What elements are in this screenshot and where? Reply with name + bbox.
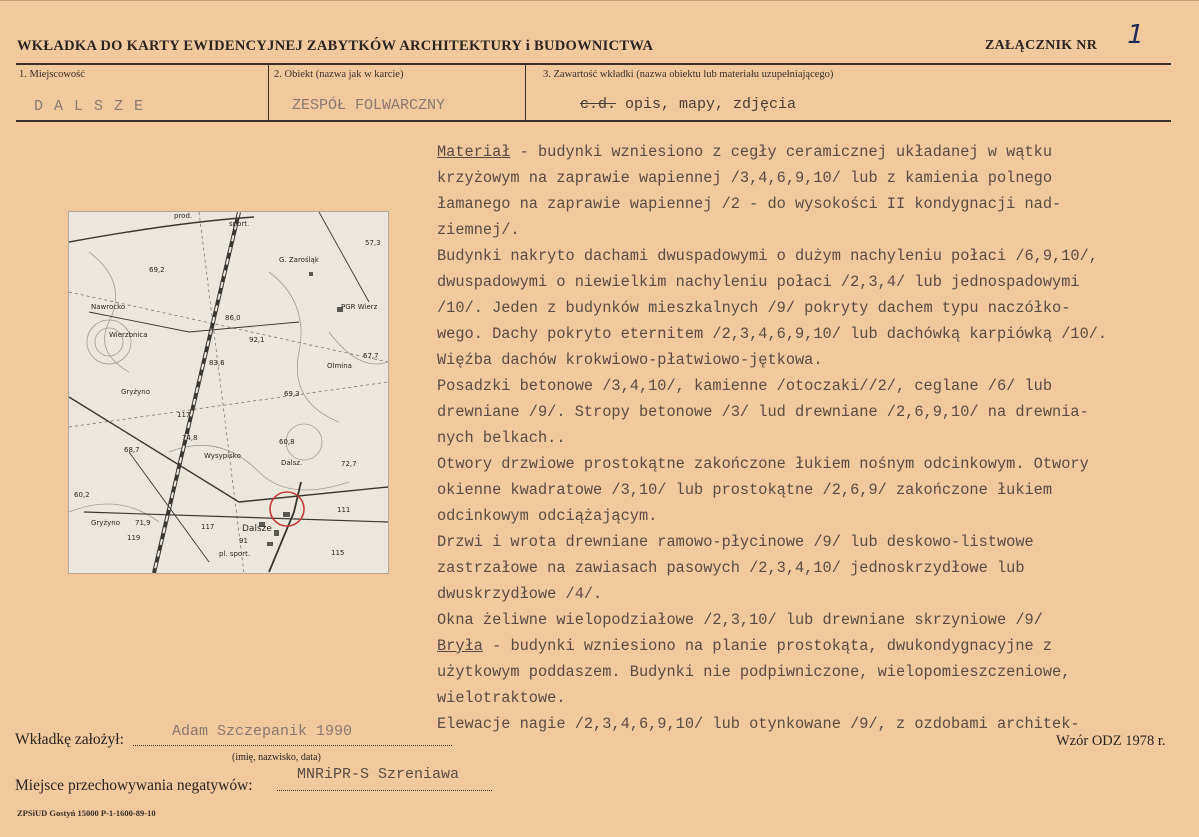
description-line bbox=[437, 191, 1197, 217]
map-label: Wysypisko bbox=[204, 452, 241, 460]
printer-imprint: ZPSiUD Gostyń 15000 P-1-1600-89-10 bbox=[17, 808, 156, 818]
map-label: 68,7 bbox=[124, 446, 140, 454]
description-line-text: krzyżowym na zaprawie wapiennej /3,4,6,9,10/ lub z kamienia polnego bbox=[437, 169, 1053, 187]
description-line-text: - budynki wzniesiono na planie prostokąta, dwukondygnacyjne z bbox=[482, 637, 1053, 655]
description-line-text: odcinkowym odciążającym. bbox=[437, 507, 658, 525]
map-label: 71,9 bbox=[135, 519, 151, 527]
map-label: 117 bbox=[177, 411, 191, 419]
description-line bbox=[437, 347, 1197, 373]
map-label: 67,7 bbox=[363, 352, 379, 360]
description-line-text: - budynki wzniesiono z cegły ceramicznej układanej w wątku bbox=[510, 143, 1053, 161]
section-heading: Materiał bbox=[437, 143, 511, 161]
content-value bbox=[580, 96, 796, 113]
map-label: 74,8 bbox=[182, 434, 198, 442]
description-line bbox=[437, 581, 1197, 607]
map-label: Dalsz. bbox=[281, 459, 303, 467]
object-value: ZESPÓŁ FOLWARCZNY bbox=[292, 97, 446, 114]
description-line-text: wielotraktowe. bbox=[437, 689, 566, 707]
description-line bbox=[437, 451, 1197, 477]
description-line bbox=[437, 269, 1197, 295]
map-label: 117 bbox=[201, 523, 215, 531]
header-rule bbox=[16, 63, 1171, 65]
description-line-text: drewniane /9/. Stropy betonowe /3/ lud drewniane /2,6,9,10/ na drewnia- bbox=[437, 403, 1089, 421]
description-line-text: Więźba dachów krokwiowo-płatwiowo-jętkowa. bbox=[437, 351, 823, 369]
map-label: 69,2 bbox=[149, 266, 165, 274]
map-label: Nawrocko bbox=[91, 303, 126, 311]
map-label: 115 bbox=[331, 549, 345, 557]
negatives-value: MNRiPR-S Szreniawa bbox=[297, 766, 460, 783]
description-line bbox=[437, 685, 1197, 711]
description-line bbox=[437, 165, 1197, 191]
map-label: Wierzbnica bbox=[109, 331, 148, 339]
fields-bottom-rule bbox=[16, 120, 1171, 122]
content-value-struck: c.d. bbox=[580, 96, 617, 113]
description-line-text: wego. Dachy pokryto eternitem /2,3,4,6,9,10/ lub dachówką karpiówką /10/. bbox=[437, 325, 1108, 343]
description-line bbox=[437, 399, 1197, 425]
description-line bbox=[437, 607, 1197, 633]
map-label: 92,1 bbox=[249, 336, 265, 344]
description-line-text: okienne kwadratowe /3,10/ lub prostokątne /2,6,9/ zakończone łukiem bbox=[437, 481, 1053, 499]
description-line-text: Budynki nakryto dachami dwuspadowymi o dużym nachyleniu połaci /6,9,10/, bbox=[437, 247, 1098, 265]
map-label: 60,8 bbox=[279, 438, 295, 446]
form-pattern: Wzór ODZ 1978 r. bbox=[1056, 733, 1166, 749]
map-label: 119 bbox=[127, 534, 141, 542]
section-heading: Bryła bbox=[437, 637, 483, 655]
description-line bbox=[437, 295, 1197, 321]
description-line-text: Otwory drzwiowe prostokątne zakończone łukiem nośnym odcinkowym. Otwory bbox=[437, 455, 1089, 473]
map-label: G. Zarośląk bbox=[279, 256, 319, 264]
map-label: 111 bbox=[337, 506, 351, 514]
map-label: prod. bbox=[174, 212, 193, 220]
content-label: 3. Zawartość wkładki (nazwa obiektu lub materiału uzupełniającego) bbox=[543, 69, 834, 80]
field-divider bbox=[268, 65, 269, 120]
description-line bbox=[437, 243, 1197, 269]
description-line bbox=[437, 321, 1197, 347]
description-line-text: ziemnej/. bbox=[437, 221, 520, 239]
map-label: 86,0 bbox=[225, 314, 241, 322]
map-label: Gryżyno bbox=[91, 519, 120, 527]
description-line bbox=[437, 477, 1197, 503]
founder-label: Wkładkę założył: bbox=[15, 731, 124, 748]
map-label: 91 bbox=[239, 537, 248, 545]
description-line-text: Elewacje nagie /2,3,4,6,9,10/ lub otynkowane /9/, z ozdobami architek- bbox=[437, 715, 1080, 733]
map-label: Gryżyno bbox=[121, 388, 150, 396]
negatives-label: Miejsce przechowywania negatywów: bbox=[15, 777, 253, 794]
location-map bbox=[69, 212, 388, 573]
map-label: pl. sport. bbox=[219, 550, 251, 558]
founder-note: (imię, nazwisko, data) bbox=[232, 752, 321, 763]
description-line bbox=[437, 529, 1197, 555]
description-line bbox=[437, 373, 1197, 399]
map-label: sport. bbox=[229, 220, 250, 228]
annex-label: ZAŁĄCZNIK NR bbox=[985, 38, 1098, 53]
description-line-text: nych belkach.. bbox=[437, 429, 566, 447]
map-label: PGR Wierz bbox=[341, 303, 378, 311]
description-line-text: Drzwi i wrota drewniane ramowo-płycinowe /9/ lub deskowo-listwowe bbox=[437, 533, 1034, 551]
card-title: WKŁADKA DO KARTY EWIDENCYJNEJ ZABYTKÓW ARCHITEKTURY i BUDOWNICTWA bbox=[17, 38, 654, 54]
description-line-text: zastrzałowe na zawiasach pasowych /2,3,4,10/ jednoskrzydłowe lub bbox=[437, 559, 1025, 577]
description-line-text: Okna żeliwne wielopodziałowe /2,3,10/ lub drewniane skrzyniowe /9/ bbox=[437, 611, 1043, 629]
map-label: 60,2 bbox=[74, 491, 90, 499]
description-line-text: dwuskrzydłowe /4/. bbox=[437, 585, 603, 603]
description-line bbox=[437, 139, 1197, 165]
map-label: 72,7 bbox=[341, 460, 357, 468]
description-line bbox=[437, 659, 1197, 685]
description-line bbox=[437, 217, 1197, 243]
description-text bbox=[437, 139, 1197, 737]
description-line-text: /10/. Jeden z budynków mieszkalnych /9/ pokryty dachem typu naczółko- bbox=[437, 299, 1071, 317]
place-label: 1. Miejscowość bbox=[19, 69, 85, 80]
description-line bbox=[437, 633, 1197, 659]
map-drawing bbox=[69, 212, 388, 573]
description-line-text: dwuspadowymi o niewielkim nachyleniu połaci /2,3,4/ lub jednospadowymi bbox=[437, 273, 1080, 291]
description-line bbox=[437, 425, 1197, 451]
description-line bbox=[437, 503, 1197, 529]
annex-number: 1 bbox=[1123, 20, 1147, 50]
map-label: Dalsze bbox=[242, 524, 272, 534]
founder-dotted-line bbox=[133, 745, 452, 746]
description-line-text: Posadzki betonowe /3,4,10/, kamienne /otoczaki//2/, ceglane /6/ lub bbox=[437, 377, 1053, 395]
content-value-text: opis, mapy, zdjęcia bbox=[625, 96, 797, 113]
top-edge bbox=[0, 0, 1199, 1]
place-value: DALSZE bbox=[34, 98, 155, 115]
map-label: 57,3 bbox=[365, 239, 381, 247]
map-label: 69,3 bbox=[284, 390, 300, 398]
field-divider bbox=[525, 65, 526, 120]
object-label: 2. Obiekt (nazwa jak w karcie) bbox=[274, 69, 404, 80]
description-line-text: łamanego na zaprawie wapiennej /2 - do wysokości II kondygnacji nad- bbox=[437, 195, 1062, 213]
description-line bbox=[437, 555, 1197, 581]
map-label: 83,6 bbox=[209, 359, 225, 367]
description-line-text: użytkowym poddaszem. Budynki nie podpiwniczone, wielopomieszczeniowe, bbox=[437, 663, 1071, 681]
negatives-dotted-line bbox=[277, 790, 492, 791]
founder-value: Adam Szczepanik 1990 bbox=[172, 723, 353, 740]
map-label: Olmina bbox=[327, 362, 352, 370]
